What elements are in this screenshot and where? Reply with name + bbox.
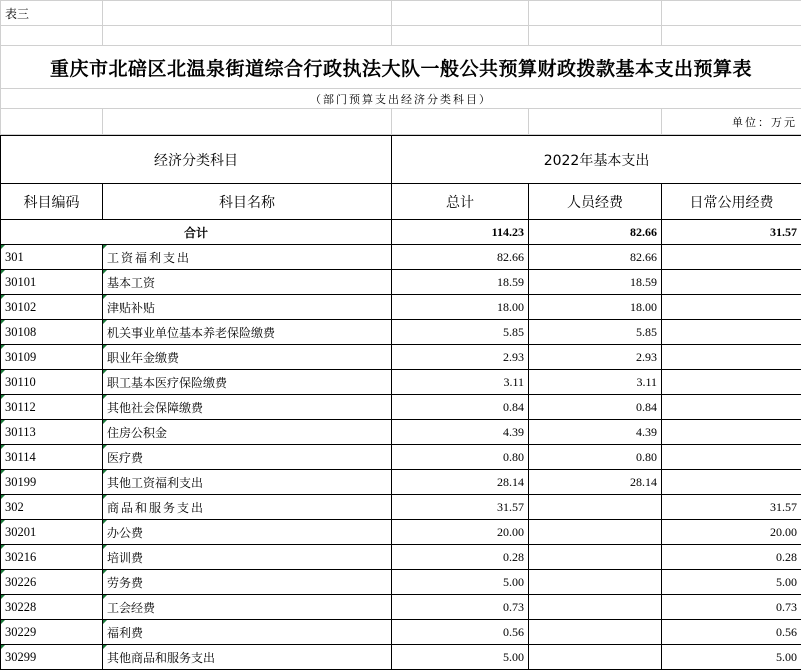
table-row bbox=[1, 570, 801, 595]
total-personnel: 82.66 bbox=[529, 220, 662, 245]
group-header-basic-expenditure: 2022年基本支出 bbox=[392, 136, 801, 184]
table-row bbox=[1, 370, 801, 395]
row-public: 20.00 bbox=[662, 520, 801, 545]
row-total: 20.00 bbox=[392, 520, 529, 545]
row-personnel: 18.00 bbox=[529, 295, 662, 320]
total-row bbox=[1, 220, 801, 245]
row-total: 82.66 bbox=[392, 245, 529, 270]
row-total: 5.00 bbox=[392, 645, 529, 670]
row-personnel bbox=[529, 545, 662, 570]
row-name: 职工基本医疗保险缴费 bbox=[103, 370, 392, 395]
row-personnel bbox=[529, 495, 662, 520]
group-header-economic: 经济分类科目 bbox=[1, 136, 392, 184]
row-total: 0.80 bbox=[392, 445, 529, 470]
row-personnel: 0.84 bbox=[529, 395, 662, 420]
table-row bbox=[1, 320, 801, 345]
table-row bbox=[1, 270, 801, 295]
row-name: 职业年金缴费 bbox=[103, 345, 392, 370]
row-public: 0.56 bbox=[662, 620, 801, 645]
row-name: 其他社会保障缴费 bbox=[103, 395, 392, 420]
table-row bbox=[1, 295, 801, 320]
row-name: 机关事业单位基本养老保险缴费 bbox=[103, 320, 392, 345]
row-public bbox=[662, 320, 801, 345]
row-code: 30101 bbox=[1, 270, 103, 295]
row-public bbox=[662, 470, 801, 495]
table-row bbox=[1, 345, 801, 370]
table-row bbox=[1, 470, 801, 495]
row-personnel: 5.85 bbox=[529, 320, 662, 345]
row-total: 0.73 bbox=[392, 595, 529, 620]
total-value: 114.23 bbox=[392, 220, 529, 245]
row-personnel: 18.59 bbox=[529, 270, 662, 295]
row-total: 31.57 bbox=[392, 495, 529, 520]
total-label: 合计 bbox=[1, 220, 392, 245]
page-title: 重庆市北碚区北温泉街道综合行政执法大队一般公共预算财政拨款基本支出预算表 bbox=[1, 46, 801, 89]
column-header-name: 科目名称 bbox=[103, 184, 392, 220]
row-name: 住房公积金 bbox=[103, 420, 392, 445]
table-row bbox=[1, 495, 801, 520]
column-header-total: 总计 bbox=[392, 184, 529, 220]
row-code: 30228 bbox=[1, 595, 103, 620]
row-personnel bbox=[529, 645, 662, 670]
row-public bbox=[662, 395, 801, 420]
row-total: 0.28 bbox=[392, 545, 529, 570]
row-public bbox=[662, 370, 801, 395]
row-public: 0.28 bbox=[662, 545, 801, 570]
row-personnel: 4.39 bbox=[529, 420, 662, 445]
row-personnel: 2.93 bbox=[529, 345, 662, 370]
row-personnel bbox=[529, 570, 662, 595]
row-code: 30226 bbox=[1, 570, 103, 595]
row-name: 其他商品和服务支出 bbox=[103, 645, 392, 670]
row-public bbox=[662, 445, 801, 470]
row-public bbox=[662, 245, 801, 270]
table-row bbox=[1, 395, 801, 420]
row-personnel: 82.66 bbox=[529, 245, 662, 270]
row-code: 30114 bbox=[1, 445, 103, 470]
table-row bbox=[1, 520, 801, 545]
row-name: 医疗费 bbox=[103, 445, 392, 470]
table-row bbox=[1, 595, 801, 620]
row-name: 基本工资 bbox=[103, 270, 392, 295]
row-total: 28.14 bbox=[392, 470, 529, 495]
column-header-code: 科目编码 bbox=[1, 184, 103, 220]
row-public bbox=[662, 345, 801, 370]
row-name: 其他工资福利支出 bbox=[103, 470, 392, 495]
row-code: 30110 bbox=[1, 370, 103, 395]
table-row bbox=[1, 245, 801, 270]
table-row bbox=[1, 620, 801, 645]
row-total: 18.59 bbox=[392, 270, 529, 295]
row-personnel bbox=[529, 595, 662, 620]
row-total: 0.84 bbox=[392, 395, 529, 420]
row-code: 30216 bbox=[1, 545, 103, 570]
page-subtitle: （部门预算支出经济分类科目） bbox=[1, 89, 801, 109]
row-personnel bbox=[529, 520, 662, 545]
row-name: 商品和服务支出 bbox=[103, 495, 392, 520]
row-name: 工会经费 bbox=[103, 595, 392, 620]
table-row bbox=[1, 545, 801, 570]
row-personnel: 28.14 bbox=[529, 470, 662, 495]
row-code: 30201 bbox=[1, 520, 103, 545]
row-public: 5.00 bbox=[662, 570, 801, 595]
row-total: 0.56 bbox=[392, 620, 529, 645]
row-public: 5.00 bbox=[662, 645, 801, 670]
row-total: 2.93 bbox=[392, 345, 529, 370]
column-header-public: 日常公用经费 bbox=[662, 184, 801, 220]
sheet-top bbox=[0, 0, 801, 135]
row-total: 5.00 bbox=[392, 570, 529, 595]
row-public bbox=[662, 270, 801, 295]
row-code: 30102 bbox=[1, 295, 103, 320]
row-code: 30299 bbox=[1, 645, 103, 670]
table-row bbox=[1, 445, 801, 470]
row-code: 301 bbox=[1, 245, 103, 270]
row-public bbox=[662, 420, 801, 445]
row-name: 工资福利支出 bbox=[103, 245, 392, 270]
table-row bbox=[1, 420, 801, 445]
sheet-label: 表三 bbox=[1, 1, 103, 26]
row-code: 30109 bbox=[1, 345, 103, 370]
row-name: 劳务费 bbox=[103, 570, 392, 595]
row-public: 31.57 bbox=[662, 495, 801, 520]
row-code: 30229 bbox=[1, 620, 103, 645]
row-public: 0.73 bbox=[662, 595, 801, 620]
row-code: 30113 bbox=[1, 420, 103, 445]
unit-label: 单位：万元 bbox=[662, 109, 801, 135]
row-public bbox=[662, 295, 801, 320]
row-name: 福利费 bbox=[103, 620, 392, 645]
row-code: 30108 bbox=[1, 320, 103, 345]
row-total: 18.00 bbox=[392, 295, 529, 320]
budget-table bbox=[0, 135, 801, 670]
row-total: 4.39 bbox=[392, 420, 529, 445]
row-total: 5.85 bbox=[392, 320, 529, 345]
row-personnel: 0.80 bbox=[529, 445, 662, 470]
row-total: 3.11 bbox=[392, 370, 529, 395]
row-code: 30112 bbox=[1, 395, 103, 420]
table-row bbox=[1, 645, 801, 670]
row-name: 培训费 bbox=[103, 545, 392, 570]
column-header-personnel: 人员经费 bbox=[529, 184, 662, 220]
row-personnel bbox=[529, 620, 662, 645]
row-code: 302 bbox=[1, 495, 103, 520]
total-public: 31.57 bbox=[662, 220, 801, 245]
row-code: 30199 bbox=[1, 470, 103, 495]
row-name: 津贴补贴 bbox=[103, 295, 392, 320]
row-name: 办公费 bbox=[103, 520, 392, 545]
row-personnel: 3.11 bbox=[529, 370, 662, 395]
